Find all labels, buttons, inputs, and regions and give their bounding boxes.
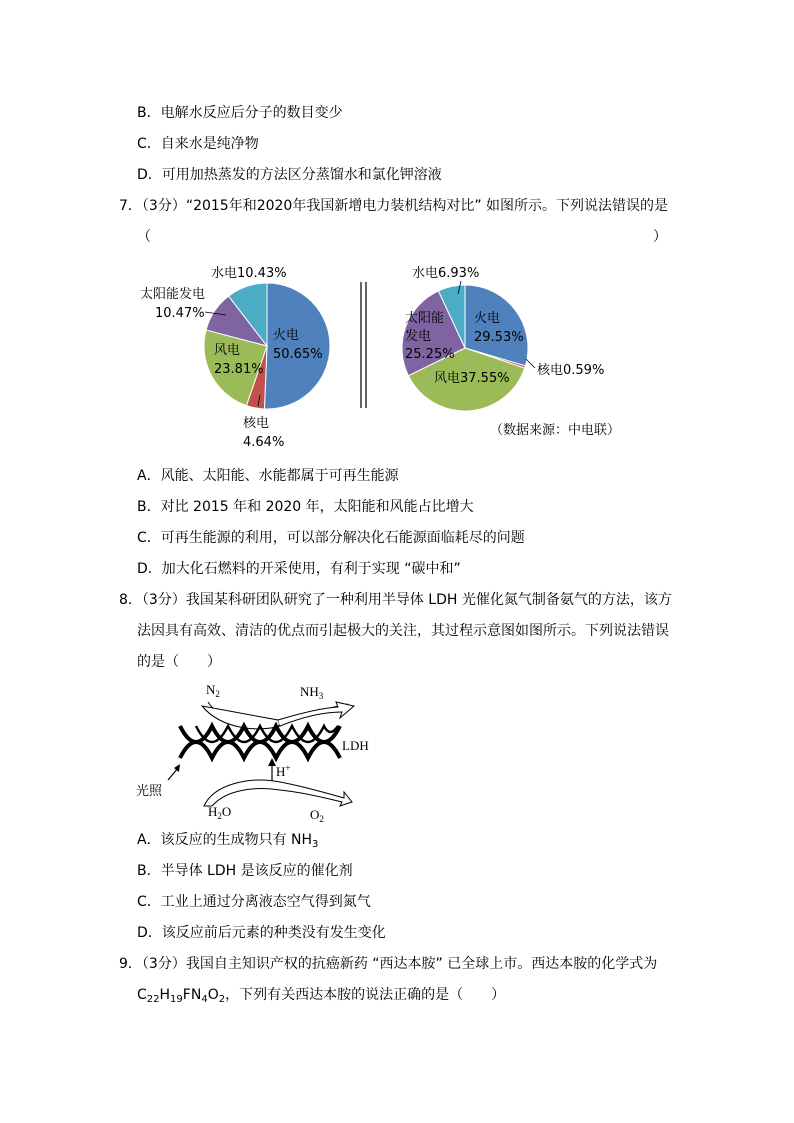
q9-formula: $C_{22}H_{19}FN_4O_2$ [137, 987, 226, 1005]
p1-label-nuclear-2: 4.64% [243, 435, 285, 450]
power-structure-pie-charts [0, 255, 794, 455]
q7-option-c: C．可再生能源的利用，可以部分解决化石能源面临耗尽的问题 [137, 530, 525, 546]
q8-option-b: B．半导体 LDH 是该反应的催化剂 [137, 863, 353, 879]
water-to-oxygen-arrow [204, 780, 352, 806]
p1-label-nuclear-1: 核电 [243, 416, 270, 431]
p2-label-solar-1: 太阳能 [405, 311, 445, 326]
p2-label-solar-2: 发电 [405, 329, 432, 344]
q8-option-c: C．工业上通过分离液态空气得到氮气 [137, 894, 371, 910]
label-ldh: LDH [342, 738, 369, 753]
p2-label-nuclear: 核电0.59% [537, 363, 605, 378]
label-nh3: $NH_3$ [300, 684, 324, 701]
p2-label-solar-3: 25.25% [405, 347, 455, 362]
ldh-helix [180, 726, 340, 758]
q7-option-d: D．加大化石燃料的开采使用，有利于实现 “碳中和” [137, 561, 461, 577]
nh3-arrow-head [278, 702, 354, 726]
label-hplus: H+ [276, 763, 291, 779]
q8-stem-line1: 8．（3分）我国某科研团队研究了一种利用半导体 LDH 光催化氮气制备氨气的方法，该方 [119, 592, 672, 608]
p1-label-wind-2: 23.81% [214, 362, 264, 377]
p1-label-fire-2: 50.65% [273, 347, 323, 362]
p2-label-water: 水电6.93% [412, 266, 480, 281]
label-light: 光照 [136, 784, 163, 799]
label-h2o: $H_2O$ [208, 804, 232, 821]
q6-option-d: D．可用加热蒸发的方法区分蒸馏水和氯化钾溶液 [137, 167, 442, 183]
q8-option-a: A．该反应的生成物只有 $NH_3$ [137, 832, 319, 850]
q9-stem-line1: 9．（3分）我国自主知识产权的抗癌新药 “西达本胺” 已全球上市。西达本胺的化学式为 [119, 956, 658, 972]
p1-slice-0 [264, 283, 330, 409]
q7-paren-right: ） [653, 229, 667, 245]
ldh-photocatalysis-diagram [130, 678, 430, 828]
q6-option-b: B．电解水反应后分子的数目变少 [137, 105, 343, 121]
q6-option-c: C．自来水是纯净物 [137, 136, 259, 152]
q8-option-d: D．该反应前后元素的种类没有发生变化 [137, 925, 386, 941]
q8-stem-line3: 的是（ ） [137, 654, 221, 670]
p2-label-wind: 风电37.55% [434, 371, 510, 386]
q9-stem-line2: $C_{22}H_{19}FN_4O_2$，下列有关西达本胺的说法正确的是（ ） [137, 987, 506, 1005]
q7-stem: 7．（3分）“2015年和2020年我国新增电力装机结构对比” 如图所示。下列说法错误的是 [119, 198, 669, 214]
q7-option-a: A．风能、太阳能、水能都属于可再生能源 [137, 468, 399, 484]
q7-option-b: B．对比 2015 年和 2020 年，太阳能和风能占比增大 [137, 499, 474, 515]
label-o2: $O_2$ [310, 807, 324, 824]
p1-label-solar-1: 太阳能发电 [140, 287, 206, 302]
p2-nuclear-leader [526, 359, 535, 368]
q7-data-source: （数据来源：中电联） [490, 423, 621, 438]
p2-label-fire-1: 火电 [474, 311, 501, 326]
q7-paren-left: （ [137, 229, 151, 245]
p1-label-water: 水电10.43% [211, 266, 287, 281]
p1-label-fire-1: 火电 [273, 328, 300, 343]
q8-stem-line2: 法因具有高效、清洁的优点而引起极大的关注，其过程示意图如图所示。下列说法错误 [137, 623, 669, 639]
label-n2: $N_2$ [206, 682, 220, 699]
p1-label-solar-2: 10.47% [155, 306, 205, 321]
p1-label-wind-1: 风电 [214, 343, 241, 358]
p2-label-fire-2: 29.53% [474, 330, 524, 345]
